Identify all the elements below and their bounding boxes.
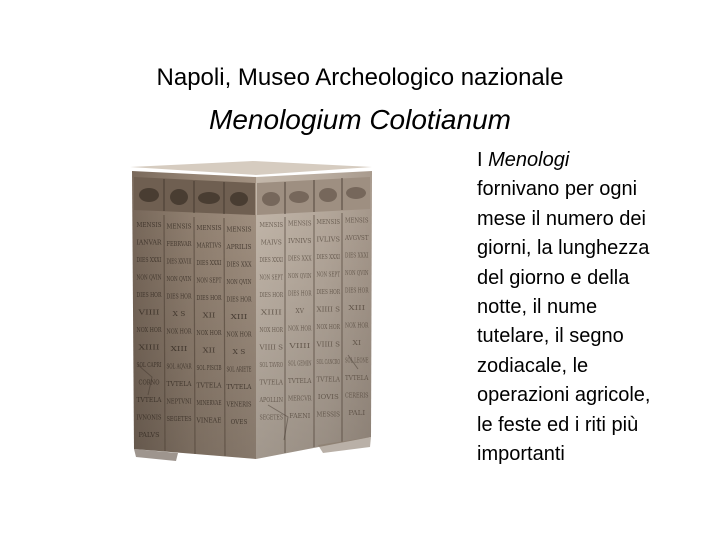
inscription-line: AVGVST: [344, 234, 370, 242]
caption-text: [477, 146, 713, 469]
inscription-line: NOX HOR: [288, 324, 313, 333]
inscription-line: NOX HOR: [316, 323, 341, 331]
inscription-line: DIES HOR: [196, 294, 223, 302]
inscription-line: SOL LEONE: [345, 356, 369, 365]
inscription-line: NOX HOR: [166, 327, 193, 336]
inscription-line: SEGETES: [166, 415, 192, 423]
caption-line: del giorno e della: [477, 266, 630, 289]
inscription-line: TVTELA: [226, 383, 252, 391]
inscription-line: DIES HOR: [136, 291, 163, 299]
inscription-line: DIES XXXI: [316, 253, 341, 261]
menologium-photo: [118, 155, 380, 490]
inscription-line: OVES: [230, 418, 248, 426]
inscription-line: PALVS: [138, 431, 160, 439]
caption-line: zodiacale, le: [477, 354, 589, 377]
inscription-line: TVTELA: [288, 377, 312, 385]
inscription-line: NON QVIN: [136, 273, 162, 282]
inscription-line: SOL CAPRI: [136, 361, 162, 369]
inscription-line: NOX HOR: [196, 329, 223, 337]
inscription-line: SOL PISCIB: [196, 364, 222, 372]
inscription-line: TVTELA: [259, 378, 284, 387]
inscription-line: FAENI: [289, 412, 311, 420]
inscription-line: NOX HOR: [136, 326, 163, 334]
inscription-line: MAIVS: [260, 238, 283, 247]
inscription-line: DIES HOR: [259, 291, 284, 299]
inscription-line: DIES XXX: [226, 260, 252, 269]
inscription-line: NEPTVNI: [166, 397, 192, 406]
inscription-line: VIIII S: [315, 340, 341, 349]
inscription-line: NON SEPT: [316, 270, 341, 279]
inscription-line: XII: [202, 311, 216, 320]
slide-title: Napoli, Museo Archeologico nazionale: [156, 64, 564, 91]
inscription-line: MENSIS: [196, 224, 222, 232]
caption-line: operazioni agricole,: [477, 384, 651, 407]
inscription-line: DIES XXXI: [345, 251, 369, 260]
inscription-line: TVTELA: [345, 374, 369, 382]
inscription-line: TVTELA: [316, 375, 341, 384]
caption-line-1: [477, 146, 713, 175]
inscription-line: MENSIS: [166, 222, 192, 231]
caption-line: mese il numero dei: [477, 207, 646, 230]
inscription-line: IANVAR: [136, 238, 163, 247]
inscription-line: IVNIVS: [288, 237, 312, 245]
inscription-line: MARTIVS: [196, 241, 222, 250]
inscription-line: IVLIVS: [316, 235, 341, 244]
inscription-line: VINEAE: [195, 416, 222, 425]
inscription-line: MESSIS: [316, 410, 341, 419]
caption-prefix: I: [477, 149, 483, 171]
slide-subtitle: Menologium Colotianum: [209, 104, 511, 135]
inscription-line: SOL TAVRO: [259, 361, 284, 369]
inscription-line: SOL AQVAR: [166, 362, 193, 371]
inscription-line: SOL GEMIN: [288, 359, 312, 368]
inscription-line: MENSIS: [316, 218, 341, 226]
inscription-line: NON SEPT: [259, 273, 284, 282]
caption-line: notte, il nume: [477, 296, 598, 319]
inscription-line: DIES XXXI: [136, 256, 162, 264]
inscription-line: XV: [295, 307, 305, 315]
inscription-line: DIES HOR: [345, 286, 370, 295]
inscription-line: IOVIS: [317, 393, 340, 401]
inscription-line: NOX HOR: [259, 326, 284, 334]
inscription-line: DIES HOR: [288, 289, 313, 298]
caption-line: importanti: [477, 443, 565, 466]
inscription-line: TVTELA: [136, 396, 162, 404]
inscription-line: IVNONIS: [136, 413, 162, 422]
inscription-line: SOL ARIETE: [226, 365, 252, 374]
inscription-line: DIES HOR: [226, 295, 253, 304]
inscription-line: TVTELA: [196, 381, 222, 390]
inscription-line: VIIII: [287, 342, 311, 350]
inscription-line: X S: [172, 310, 186, 318]
inscription-line: VIIII: [137, 308, 161, 317]
inscription-line: VIIII S: [258, 343, 284, 352]
inscription-line: PALI: [348, 409, 366, 417]
inscription-line: NON QVIN: [166, 275, 192, 283]
caption-line: le feste ed i riti più: [477, 413, 639, 436]
inscription-line: CORNO: [138, 378, 160, 387]
inscription-line: MINERVAE: [196, 399, 222, 407]
inscription-line: VENERIS: [225, 400, 252, 409]
inscription-line: XIIII: [260, 308, 283, 317]
caption-italic-word: Menologi: [488, 149, 570, 171]
inscription-line: NOX HOR: [345, 321, 370, 330]
inscription-line: FEBRVAR: [166, 240, 193, 248]
inscription-line: MENSIS: [288, 219, 312, 228]
inscription-line: XI: [352, 339, 362, 347]
caption-line: giorni, la lunghezza: [477, 237, 650, 260]
inscription-line: X S: [232, 348, 246, 356]
inscription-line: MENSIS: [136, 221, 162, 229]
inscription-line: NON QVIN: [345, 269, 369, 277]
inscription-line: NON QVIN: [226, 278, 252, 286]
inscription-line: APOLLIN: [258, 396, 284, 404]
inscription-line: SEGETES: [259, 413, 284, 422]
inscription-line: XIII: [348, 304, 366, 312]
inscription-line: XII: [202, 346, 216, 355]
inscription-line: MENSIS: [226, 225, 252, 234]
inscription-line: DIES HOR: [316, 288, 341, 296]
inscription-line: TVTELA: [166, 380, 192, 388]
inscription-line: MERCVR: [288, 394, 313, 403]
inscription-line: DIES XXXI: [259, 256, 284, 264]
inscription-line: CERERIS: [345, 391, 369, 400]
inscription-line: NOX HOR: [226, 330, 253, 339]
inscription-line: XIII: [170, 345, 188, 353]
inscription-line: XIII: [230, 313, 248, 321]
inscription-line: NON SEPT: [196, 276, 222, 285]
inscription-line: DIES HOR: [166, 292, 193, 301]
inscription-line: DIES XXXI: [196, 259, 222, 267]
inscription-line: NON QVIN: [288, 272, 312, 280]
inscription-line: APRILIS: [225, 243, 252, 251]
inscription-line: MENSIS: [259, 221, 284, 229]
inscription-line: DIES XXX: [288, 254, 312, 263]
caption-line: fornivano per ogni: [477, 178, 638, 201]
inscription-line: DIES XXVIII: [166, 257, 192, 266]
inscription-line: SOL CANCRO: [316, 358, 341, 366]
caption-line: tutelare, il segno: [477, 325, 624, 348]
inscription-line: XIIII: [138, 343, 161, 352]
inscription-line: XIIII S: [316, 305, 341, 314]
inscription-line: MENSIS: [345, 216, 369, 225]
